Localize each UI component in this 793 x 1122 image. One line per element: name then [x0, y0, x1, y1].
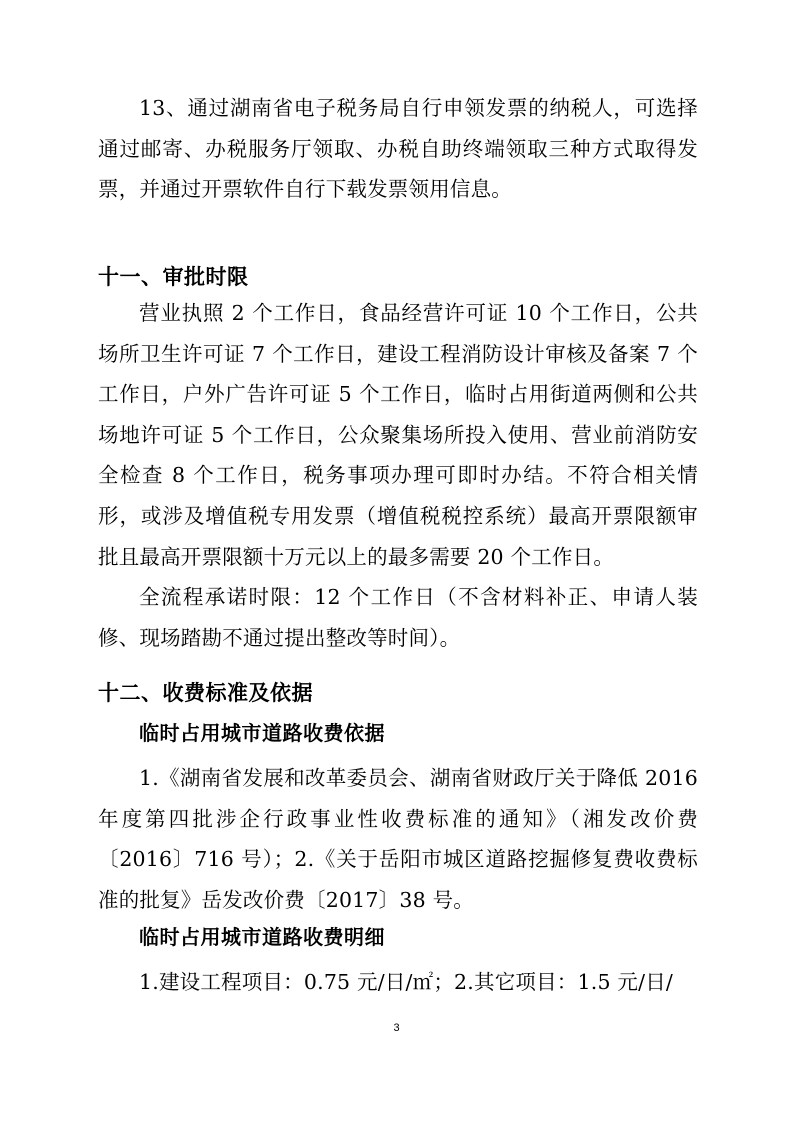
fee-detail-subheading: 临时占用城市道路收费明细: [139, 925, 385, 949]
approval-time-paragraph: 营业执照 2 个工作日，食品经营许可证 10 个工作日，公共场所卫生许可证 7 个工作日，建设工程消防设计审核及备案 7 个工作日，户外广告许可证 5 个工作日，临时占用街道两侧和公共场地许可证 5 个工作日，公众聚集场所投入使用、营业前消防安全检查 8 个工作日，税务事项办理可即时办结。不符合相关情形，或涉及增值税专用发票（增值税税控系统）最高开票限额审批且最高开票限额十万元以上的最多需要 20 个工作日。: [98, 301, 698, 569]
fee-basis-subheading: 临时占用城市道路收费依据: [139, 721, 385, 745]
section-12-heading: 十二、收费标准及依据: [98, 681, 313, 705]
fee-basis-paragraph: 1.《湖南省发展和改革委员会、湖南省财政厅关于降低 2016 年度第四批涉企行政事业性收费标准的通知》（湘发改价费〔2016〕716 号）；2.《关于岳阳市城区道路挖掘修复费收费标准的批复》岳发改价费〔2017〕38 号。: [98, 766, 698, 912]
fee-detail-paragraph: 1.建设工程项目：0.75 元/日/㎡；2.其它项目：1.5 元/日/: [139, 970, 674, 994]
page-number: 3: [393, 1022, 400, 1034]
commitment-time-paragraph: 全流程承诺时限：12 个工作日（不含材料补正、申请人装修、现场踏勘不通过提出整改等时间）。: [98, 585, 698, 650]
item-13-paragraph: 13、通过湖南省电子税务局自行申领发票的纳税人，可选择通过邮寄、办税服务厅领取、办税自助终端领取三种方式取得发票，并通过开票软件自行下载发票领用信息。: [98, 96, 698, 202]
section-11-heading: 十一、审批时限: [98, 265, 249, 289]
